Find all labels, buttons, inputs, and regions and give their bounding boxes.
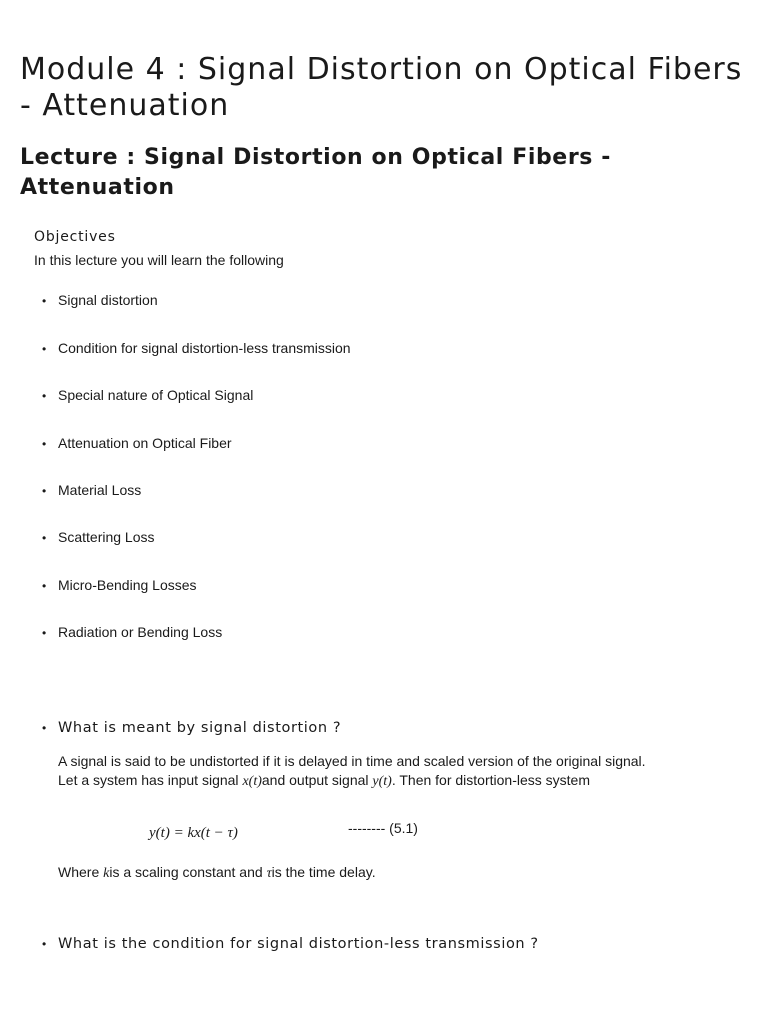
list-item-label: Scattering Loss <box>58 529 155 545</box>
list-item <box>42 529 155 545</box>
list-item <box>42 435 232 451</box>
bullet-icon: • <box>42 484 47 498</box>
list-item-label: Material Loss <box>58 482 142 498</box>
list-item <box>42 387 253 403</box>
question-signal-distortion <box>42 719 341 737</box>
list-item <box>42 340 351 356</box>
list-item <box>42 577 197 593</box>
equation-number: -------- (5.1) <box>348 820 418 836</box>
paragraph-text: is a scaling constant and <box>109 864 267 880</box>
paragraph-text: A signal is said to be undistorted if it is delayed in time and scaled version of the original signal. Let a system has input signal <box>58 753 646 788</box>
list-item <box>42 482 141 498</box>
paragraph-text: Where <box>58 864 104 880</box>
equation-5-1: y(t) = kx(t − τ) <box>149 825 238 841</box>
bullet-icon: • <box>42 389 47 403</box>
question-text: What is meant by signal distortion ? <box>58 720 342 736</box>
bullet-icon: • <box>42 294 47 308</box>
paragraph-text: and output signal <box>261 772 373 788</box>
objectives-intro: In this lecture you will learn the following <box>34 252 284 268</box>
page-title: Module 4 : Signal Distortion on Optical Fibers - Attenuation <box>20 52 743 123</box>
bullet-icon: • <box>42 531 47 545</box>
output-signal-symbol: y(t) <box>372 774 392 789</box>
bullet-icon: • <box>42 437 47 451</box>
list-item-label: Condition for signal distortion-less transmission <box>58 340 351 356</box>
definition-paragraph <box>58 752 668 791</box>
question-distortionless-condition <box>42 935 539 953</box>
list-item-label: Attenuation on Optical Fiber <box>58 435 232 451</box>
lecture-title: Lecture : Signal Distortion on Optical Fibers - Attenuation <box>20 145 611 200</box>
bullet-icon: • <box>42 721 47 735</box>
list-item-label: Special nature of Optical Signal <box>58 387 254 403</box>
paragraph-text: is the time delay. <box>271 864 376 880</box>
where-clause <box>58 864 376 882</box>
bullet-icon: • <box>42 342 47 356</box>
objectives-heading: Objectives <box>34 229 116 245</box>
bullet-icon: • <box>42 626 47 640</box>
input-signal-symbol: x(t) <box>242 774 262 789</box>
list-item-label: Radiation or Bending Loss <box>58 624 223 640</box>
time-delay-symbol: τ <box>266 866 272 881</box>
list-item <box>42 292 158 308</box>
bullet-icon: • <box>42 937 47 951</box>
list-item-label: Signal distortion <box>58 292 158 308</box>
scaling-constant-symbol: k <box>103 866 110 881</box>
question-text: What is the condition for signal distortion-less transmission ? <box>58 936 539 952</box>
paragraph-text: . Then for distortion-less system <box>391 772 590 788</box>
list-item <box>42 624 222 640</box>
list-item-label: Micro-Bending Losses <box>58 577 197 593</box>
bullet-icon: • <box>42 579 47 593</box>
